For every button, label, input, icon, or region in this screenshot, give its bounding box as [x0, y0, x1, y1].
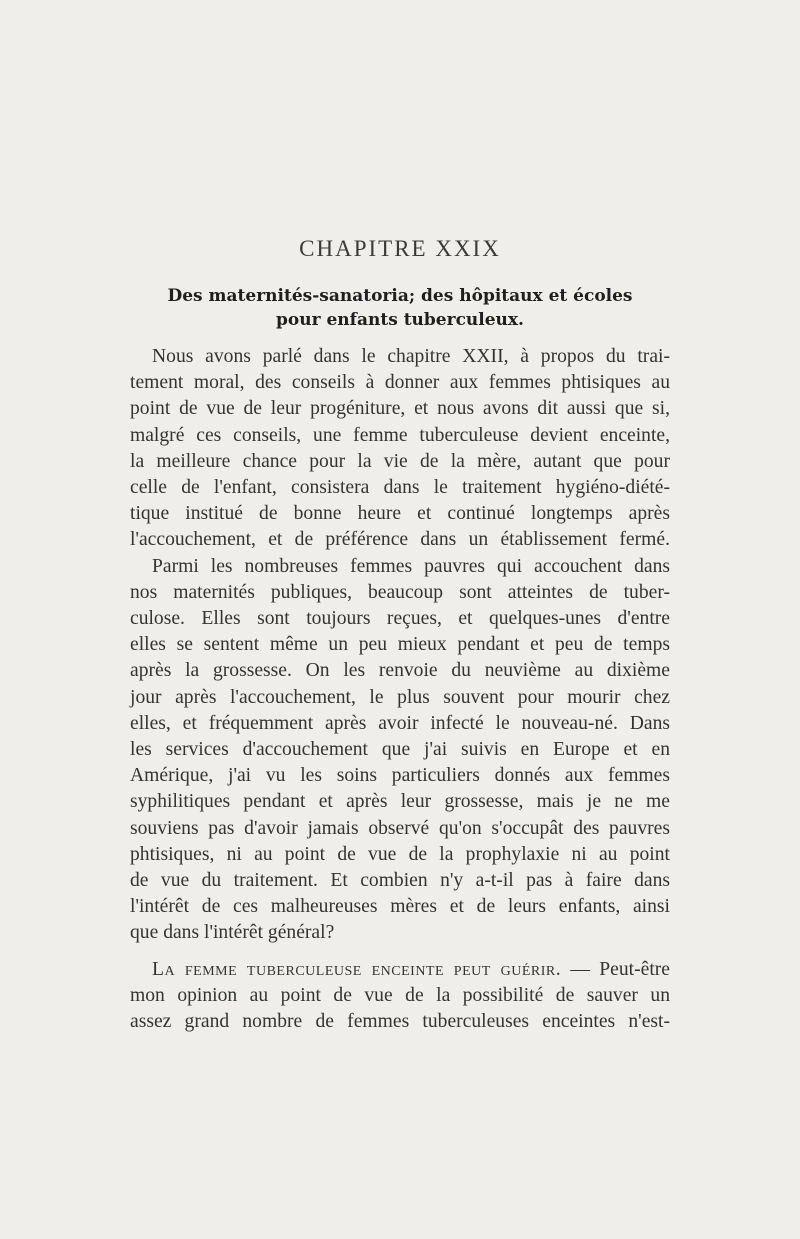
paragraph-gap [130, 947, 670, 957]
text-line: jour après l'accouchement, le plus souvent pour mourir chez [130, 686, 670, 708]
text-line: celle de l'enfant, consistera dans le traitement hygiéno-diété- [130, 477, 670, 499]
paragraph-2 [130, 957, 670, 1036]
text-line: l'accouchement, et de préférence dans un établissement fermé. [130, 529, 670, 551]
text-line: Amérique, j'ai vu les soins particuliers donnés aux femmes [130, 765, 670, 787]
paragraph-1 [130, 344, 670, 947]
text-line: de vue du traitement. Et combien n'y a-t-il pas à faire dans [130, 870, 670, 892]
text-line: l'intérêt de ces malheureuses mères et de leurs enfants, ainsi [130, 896, 670, 918]
text-line: point de vue de leur progéniture, et nous avons dit aussi que si, [130, 398, 670, 420]
text-line: la meilleure chance pour la vie de la mère, autant que pour [130, 450, 670, 472]
text-line: souviens pas d'avoir jamais observé qu'on s'occupât des pauvres [130, 817, 670, 839]
chapter-title [0, 284, 800, 332]
chapter-title-line-1: Des maternités-sanatoria; des hôpitaux et écoles [167, 286, 633, 306]
text-line: mon opinion au point de vue de la possibilité de sauver un [130, 984, 670, 1006]
heading-dash: — [561, 958, 600, 980]
text-line: après la grossesse. On les renvoie du neuvième au dixième [130, 660, 670, 682]
text-line: phtisiques, ni au point de vue de la prophylaxie ni au point [130, 843, 670, 865]
section-heading: La femme tuberculeuse enceinte peut guérir. [152, 958, 562, 980]
text-line: tement moral, des conseils à donner aux femmes phtisiques au [130, 372, 670, 394]
text-line: Nous avons parlé dans le chapitre XXII, à propos du trai- [152, 346, 670, 367]
text-line: elles se sentent même un peu mieux pendant et peu de temps [130, 634, 670, 656]
text-line: culose. Elles sont toujours reçues, et quelques-unes d'entre [130, 608, 670, 630]
text-fragment: Peut-être [599, 958, 671, 980]
text-line [130, 957, 670, 983]
text-line: malgré ces conseils, une femme tuberculeuse devient enceinte, [130, 424, 670, 446]
text-line: elles, et fréquemment après avoir infecté le nouveau-né. Dans [130, 712, 670, 734]
text-line: que dans l'intérêt général? [130, 922, 335, 944]
body-text [130, 344, 670, 1035]
chapter-heading: CHAPITRE XXIX [299, 236, 501, 261]
text-line: syphilitiques pendant et après leur grossesse, mais je ne me [130, 791, 670, 813]
text-line: les services d'accouchement que j'ai suivis en Europe et en [130, 739, 670, 761]
text-line: nos maternités publiques, beaucoup sont atteintes de tuber- [130, 581, 670, 603]
text-line: Parmi les nombreuses femmes pauvres qui accouchent dans [152, 555, 670, 577]
text-line: tique institué de bonne heure et continué longtemps après [130, 503, 670, 525]
chapter-title-line-2: pour enfants tuberculeux. [276, 310, 524, 330]
text-line: assez grand nombre de femmes tuberculeuses enceintes n'est- [130, 1011, 670, 1033]
